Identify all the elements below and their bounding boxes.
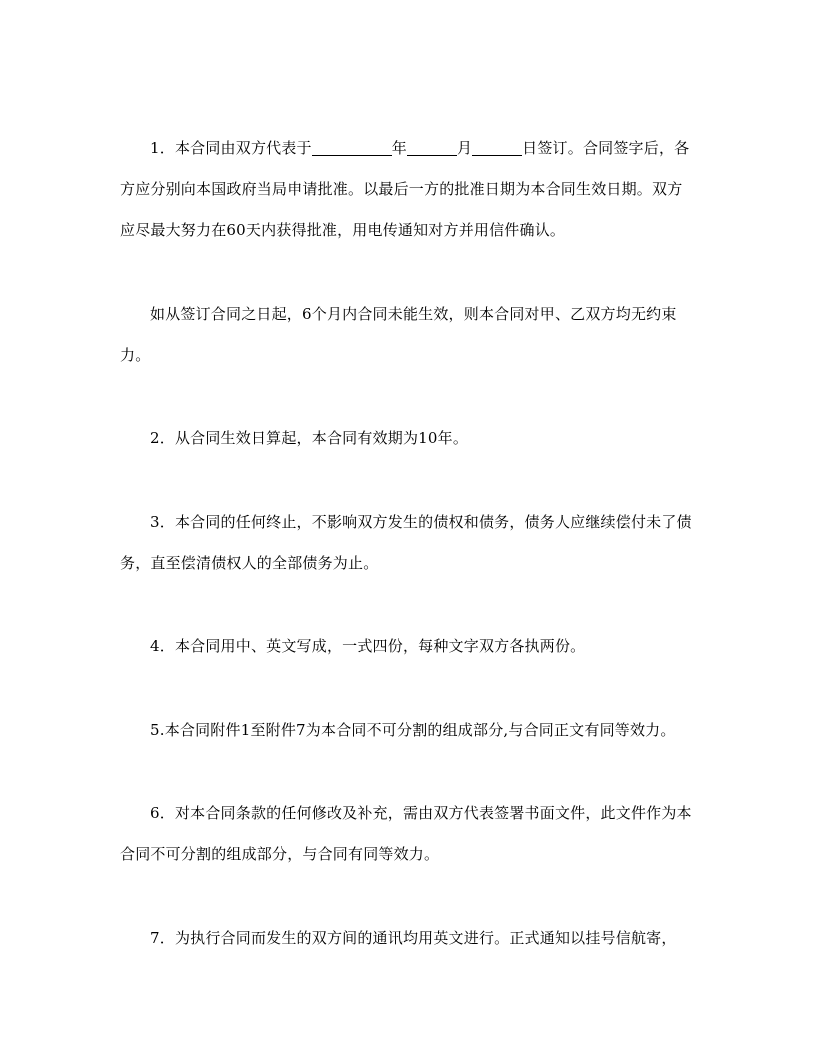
day-blank	[472, 139, 522, 156]
clause-6: 6．对本合同条款的任何修改及补充，需由双方代表签署书面文件，此文件作为本合同不可分割的组成部分，与合同有同等效力。	[120, 804, 692, 863]
clause-1	[120, 128, 696, 251]
year-blank	[312, 139, 392, 156]
clause-1-text-month: 月	[456, 139, 473, 157]
month-blank	[407, 139, 457, 156]
clause-1-text-d: 日签订。合同签字后，各方应分别向本国政府当局申请批准。以最后一方的批准日期为本合同生效日期。双方应尽最大努力在60天内获得批准，用电传通知对方并用信件确认。	[120, 139, 690, 239]
clause-1-text-year: 年	[391, 139, 407, 157]
clause-5: 5.本合同附件1至附件7为本合同不可分割的组成部分,与合同正文有同等效力。	[150, 721, 676, 739]
clause-1-followup: 如从签订合同之日起，6个月内合同未能生效，则本合同对甲、乙双方均无约束力。	[120, 305, 677, 364]
clause-1-text-a: 1．本合同由双方代表于	[150, 139, 312, 157]
clause-3: 3．本合同的任何终止，不影响双方发生的债权和债务，债务人应继续偿付未了债务，直至偿清债权人的全部债务为止。	[120, 513, 692, 572]
clause-7: 7．为执行合同而发生的双方间的通讯均用英文进行。正式通知以挂号信航寄，	[150, 929, 677, 947]
clause-4: 4．本合同用中、英文写成，一式四份，每种文字双方各执两份。	[150, 637, 586, 655]
clause-2: 2．从合同生效日算起，本合同有效期为10年。	[150, 429, 469, 447]
